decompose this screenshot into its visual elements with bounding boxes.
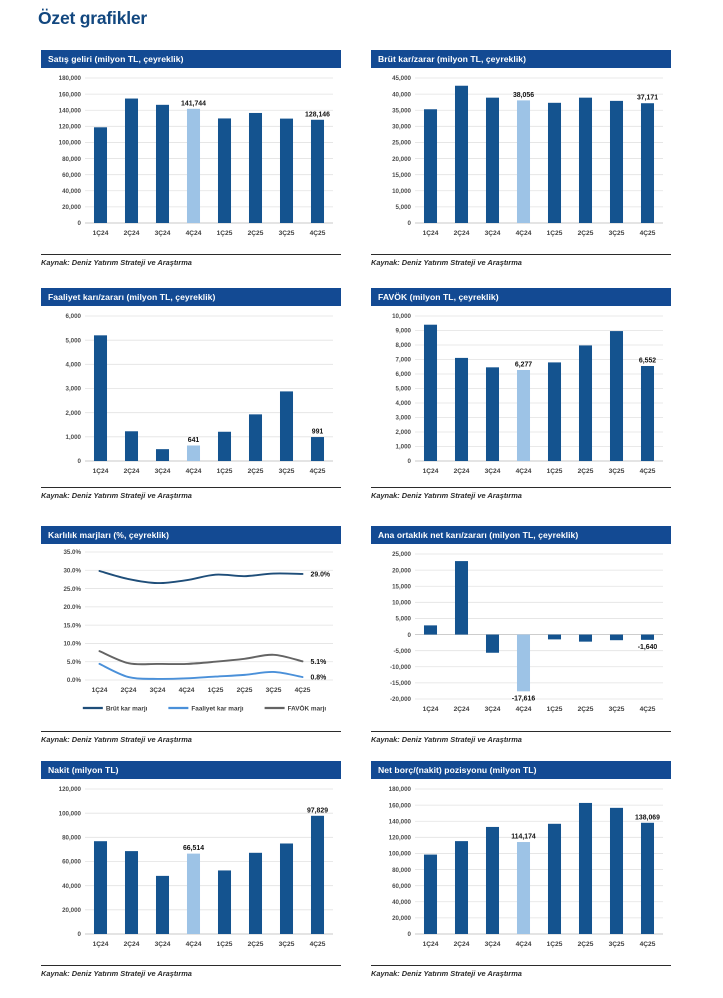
svg-text:4Ç25: 4Ç25 [309, 230, 326, 237]
svg-text:4Ç24: 4Ç24 [515, 941, 532, 948]
svg-text:120,000: 120,000 [58, 786, 81, 794]
svg-text:38,056: 38,056 [512, 91, 535, 99]
source-note: Kaynak: Deniz Yatırım Strateji ve Araştırma [41, 969, 192, 978]
svg-text:4Ç24: 4Ç24 [515, 706, 532, 713]
svg-text:180,000: 180,000 [388, 786, 411, 794]
svg-text:15.0%: 15.0% [63, 622, 81, 630]
chart-title: Ana ortaklık net karı/zararı (milyon TL, çeyreklik) [371, 526, 671, 544]
svg-text:641: 641 [187, 437, 200, 445]
chart-title: Net borç/(nakit) pozisyonu (milyon TL) [371, 761, 671, 779]
svg-text:1Ç24: 1Ç24 [422, 706, 439, 713]
svg-text:10,000: 10,000 [392, 313, 411, 321]
svg-text:1Ç25: 1Ç25 [546, 941, 563, 948]
svg-text:2Ç25: 2Ç25 [247, 941, 264, 948]
svg-text:4Ç24: 4Ç24 [515, 468, 532, 475]
source-divider [41, 965, 341, 966]
chart-panel-faaliyet-kar-zarari [41, 288, 341, 500]
svg-text:1Ç25: 1Ç25 [216, 230, 233, 237]
svg-text:160,000: 160,000 [58, 91, 81, 99]
svg-text:140,000: 140,000 [58, 107, 81, 115]
svg-text:114,174: 114,174 [511, 833, 536, 841]
svg-text:4Ç25: 4Ç25 [639, 230, 656, 237]
svg-text:2,000: 2,000 [395, 429, 411, 437]
svg-text:3Ç25: 3Ç25 [608, 230, 625, 237]
svg-text:66,514: 66,514 [182, 845, 205, 853]
page-title: Özet grafikler [38, 8, 148, 28]
svg-text:-15,000: -15,000 [390, 680, 411, 688]
svg-text:3Ç25: 3Ç25 [608, 706, 625, 713]
source-note: Kaynak: Deniz Yatırım Strateji ve Araştırma [41, 491, 192, 500]
chart-plot-area [371, 779, 671, 963]
svg-text:40,000: 40,000 [62, 882, 81, 890]
chart-panel-favok [371, 288, 671, 500]
svg-text:100,000: 100,000 [58, 139, 81, 147]
svg-text:138,069: 138,069 [635, 814, 660, 822]
svg-text:1Ç24: 1Ç24 [92, 468, 109, 475]
source-note: Kaynak: Deniz Yatırım Strateji ve Araştırma [41, 735, 192, 744]
svg-text:4Ç25: 4Ç25 [309, 468, 326, 475]
svg-text:30.0%: 30.0% [63, 567, 81, 575]
svg-text:3Ç25: 3Ç25 [278, 468, 295, 475]
svg-text:-17,616: -17,616 [511, 695, 536, 703]
svg-text:4Ç25: 4Ç25 [639, 468, 656, 475]
svg-text:0.0%: 0.0% [66, 677, 81, 685]
svg-text:3Ç24: 3Ç24 [484, 230, 501, 237]
svg-text:80,000: 80,000 [62, 834, 81, 842]
svg-text:180,000: 180,000 [58, 75, 81, 83]
chart-title: Nakit (milyon TL) [41, 761, 341, 779]
svg-text:6,277: 6,277 [514, 361, 533, 369]
svg-text:Brüt kar marjı: Brüt kar marjı [105, 705, 148, 713]
svg-text:20.0%: 20.0% [63, 604, 81, 612]
svg-text:3,000: 3,000 [395, 414, 411, 422]
svg-text:-20,000: -20,000 [390, 696, 411, 704]
svg-text:7,000: 7,000 [395, 356, 411, 364]
svg-text:3Ç24: 3Ç24 [154, 230, 171, 237]
svg-text:100,000: 100,000 [388, 850, 411, 858]
svg-text:1Ç24: 1Ç24 [91, 687, 108, 694]
source-note: Kaynak: Deniz Yatırım Strateji ve Araştırma [371, 491, 522, 500]
svg-text:3Ç25: 3Ç25 [278, 230, 295, 237]
svg-text:1Ç24: 1Ç24 [422, 230, 439, 237]
svg-text:60,000: 60,000 [62, 171, 81, 179]
svg-text:2Ç24: 2Ç24 [453, 941, 470, 948]
svg-text:1Ç25: 1Ç25 [546, 706, 563, 713]
svg-text:37,171: 37,171 [636, 94, 659, 102]
svg-text:2Ç24: 2Ç24 [453, 468, 470, 475]
svg-text:4Ç24: 4Ç24 [185, 230, 202, 237]
chart-panel-nakit [41, 761, 341, 978]
svg-text:25,000: 25,000 [392, 139, 411, 147]
svg-text:10,000: 10,000 [392, 187, 411, 195]
chart-panel-satis-geliri [41, 50, 341, 267]
svg-text:10.0%: 10.0% [63, 640, 81, 648]
svg-text:8,000: 8,000 [395, 342, 411, 350]
svg-text:0: 0 [77, 458, 81, 466]
svg-text:2Ç25: 2Ç25 [577, 941, 594, 948]
svg-text:160,000: 160,000 [388, 802, 411, 810]
svg-text:80,000: 80,000 [62, 155, 81, 163]
svg-text:2Ç25: 2Ç25 [247, 230, 264, 237]
source-divider [41, 731, 341, 732]
svg-text:3Ç25: 3Ç25 [608, 941, 625, 948]
svg-text:20,000: 20,000 [62, 204, 81, 212]
svg-text:Faaliyet kar marjı: Faaliyet kar marjı [191, 705, 244, 713]
svg-text:4Ç24: 4Ç24 [515, 230, 532, 237]
svg-text:10,000: 10,000 [392, 599, 411, 607]
svg-text:3Ç25: 3Ç25 [265, 687, 282, 694]
svg-text:2Ç25: 2Ç25 [577, 230, 594, 237]
svg-text:4,000: 4,000 [65, 361, 81, 369]
svg-text:4Ç24: 4Ç24 [178, 687, 195, 694]
svg-text:45,000: 45,000 [392, 75, 411, 83]
svg-text:80,000: 80,000 [392, 866, 411, 874]
svg-text:128,146: 128,146 [305, 111, 330, 119]
svg-text:6,552: 6,552 [638, 357, 657, 365]
chart-plot-area [371, 544, 671, 728]
svg-text:1Ç24: 1Ç24 [92, 941, 109, 948]
chart-title: Satış geliri (milyon TL, çeyreklik) [41, 50, 341, 68]
chart-title: Faaliyet karı/zararı (milyon TL, çeyreklik) [41, 288, 341, 306]
svg-text:60,000: 60,000 [392, 882, 411, 890]
source-divider [371, 731, 671, 732]
chart-title: FAVÖK (milyon TL, çeyreklik) [371, 288, 671, 306]
svg-text:4Ç24: 4Ç24 [185, 468, 202, 475]
svg-text:3Ç24: 3Ç24 [484, 706, 501, 713]
svg-text:4Ç25: 4Ç25 [309, 941, 326, 948]
svg-text:2Ç25: 2Ç25 [247, 468, 264, 475]
svg-text:3Ç24: 3Ç24 [154, 941, 171, 948]
svg-text:4,000: 4,000 [395, 400, 411, 408]
svg-text:4Ç25: 4Ç25 [639, 941, 656, 948]
svg-text:120,000: 120,000 [58, 123, 81, 131]
svg-text:2Ç24: 2Ç24 [123, 230, 140, 237]
svg-text:1Ç25: 1Ç25 [207, 687, 224, 694]
svg-text:1Ç25: 1Ç25 [546, 468, 563, 475]
svg-text:2Ç24: 2Ç24 [120, 687, 137, 694]
svg-text:15,000: 15,000 [392, 171, 411, 179]
svg-text:4Ç25: 4Ç25 [294, 687, 311, 694]
svg-text:2Ç24: 2Ç24 [453, 706, 470, 713]
svg-text:0: 0 [407, 931, 411, 939]
chart-plot-area [41, 544, 341, 728]
svg-text:3Ç24: 3Ç24 [484, 941, 501, 948]
svg-text:15,000: 15,000 [392, 583, 411, 591]
svg-text:6,000: 6,000 [395, 371, 411, 379]
source-divider [371, 254, 671, 255]
svg-text:20,000: 20,000 [62, 907, 81, 915]
svg-text:40,000: 40,000 [62, 187, 81, 195]
source-divider [41, 487, 341, 488]
chart-plot-area [41, 306, 341, 490]
svg-text:1Ç24: 1Ç24 [422, 941, 439, 948]
svg-text:1Ç24: 1Ç24 [92, 230, 109, 237]
svg-text:0: 0 [407, 458, 411, 466]
svg-text:20,000: 20,000 [392, 567, 411, 575]
svg-text:35,000: 35,000 [392, 107, 411, 115]
svg-text:3Ç24: 3Ç24 [154, 468, 171, 475]
svg-text:3Ç25: 3Ç25 [608, 468, 625, 475]
svg-text:25.0%: 25.0% [63, 585, 81, 593]
svg-text:2Ç24: 2Ç24 [453, 230, 470, 237]
svg-text:1Ç25: 1Ç25 [216, 468, 233, 475]
svg-text:FAVÖK marjı: FAVÖK marjı [287, 705, 327, 713]
svg-text:97,829: 97,829 [306, 807, 329, 815]
svg-text:9,000: 9,000 [395, 327, 411, 335]
svg-text:25,000: 25,000 [392, 551, 411, 559]
svg-text:1Ç24: 1Ç24 [422, 468, 439, 475]
svg-text:2Ç24: 2Ç24 [123, 468, 140, 475]
svg-text:40,000: 40,000 [392, 91, 411, 99]
chart-panel-karlilik-marjlari [41, 526, 341, 744]
svg-text:40,000: 40,000 [392, 898, 411, 906]
chart-title: Karlılık marjları (%, çeyreklik) [41, 526, 341, 544]
source-divider [371, 487, 671, 488]
svg-text:0: 0 [77, 220, 81, 228]
svg-text:30,000: 30,000 [392, 123, 411, 131]
svg-text:5,000: 5,000 [395, 615, 411, 623]
source-note: Kaynak: Deniz Yatırım Strateji ve Araştırma [371, 258, 522, 267]
svg-text:5.1%: 5.1% [310, 658, 327, 666]
svg-text:2,000: 2,000 [65, 409, 81, 417]
svg-text:3Ç24: 3Ç24 [149, 687, 166, 694]
svg-text:-10,000: -10,000 [390, 663, 411, 671]
svg-text:-5,000: -5,000 [393, 647, 411, 655]
svg-text:3,000: 3,000 [65, 385, 81, 393]
source-divider [41, 254, 341, 255]
svg-text:1Ç25: 1Ç25 [546, 230, 563, 237]
svg-text:4Ç24: 4Ç24 [185, 941, 202, 948]
chart-panel-brut-kar-zarar [371, 50, 671, 267]
svg-text:4Ç25: 4Ç25 [639, 706, 656, 713]
svg-text:20,000: 20,000 [392, 155, 411, 163]
svg-text:991: 991 [311, 428, 324, 436]
chart-panel-net-borc-nakit-pozisyonu [371, 761, 671, 978]
source-note: Kaynak: Deniz Yatırım Strateji ve Araştırma [41, 258, 192, 267]
svg-text:3Ç25: 3Ç25 [278, 941, 295, 948]
source-note: Kaynak: Deniz Yatırım Strateji ve Araştırma [371, 969, 522, 978]
svg-text:5,000: 5,000 [65, 337, 81, 345]
svg-text:6,000: 6,000 [65, 313, 81, 321]
svg-text:1Ç25: 1Ç25 [216, 941, 233, 948]
svg-text:2Ç25: 2Ç25 [236, 687, 253, 694]
svg-text:5,000: 5,000 [395, 204, 411, 212]
svg-text:0: 0 [407, 220, 411, 228]
svg-text:-1,640: -1,640 [637, 643, 658, 651]
svg-text:1,000: 1,000 [395, 443, 411, 451]
svg-text:5.0%: 5.0% [66, 658, 81, 666]
svg-text:60,000: 60,000 [62, 858, 81, 866]
svg-text:2Ç24: 2Ç24 [123, 941, 140, 948]
source-divider [371, 965, 671, 966]
chart-plot-area [371, 306, 671, 490]
source-note: Kaynak: Deniz Yatırım Strateji ve Araştırma [371, 735, 522, 744]
svg-text:140,000: 140,000 [388, 818, 411, 826]
svg-text:20,000: 20,000 [392, 915, 411, 923]
chart-plot-area [371, 68, 671, 252]
svg-text:0: 0 [77, 931, 81, 939]
chart-plot-area [41, 68, 341, 252]
svg-text:5,000: 5,000 [395, 385, 411, 393]
chart-title: Brüt kar/zarar (milyon TL, çeyreklik) [371, 50, 671, 68]
svg-text:35.0%: 35.0% [63, 549, 81, 557]
svg-text:2Ç25: 2Ç25 [577, 706, 594, 713]
svg-text:29.0%: 29.0% [310, 571, 331, 579]
svg-text:1,000: 1,000 [65, 434, 81, 442]
svg-text:100,000: 100,000 [58, 810, 81, 818]
svg-text:3Ç24: 3Ç24 [484, 468, 501, 475]
svg-text:120,000: 120,000 [388, 834, 411, 842]
svg-text:141,744: 141,744 [181, 100, 206, 108]
chart-panel-ana-ortaklik-net-kar [371, 526, 671, 744]
svg-text:0.8%: 0.8% [310, 674, 327, 682]
svg-text:2Ç25: 2Ç25 [577, 468, 594, 475]
svg-text:0: 0 [407, 631, 411, 639]
chart-plot-area [41, 779, 341, 963]
